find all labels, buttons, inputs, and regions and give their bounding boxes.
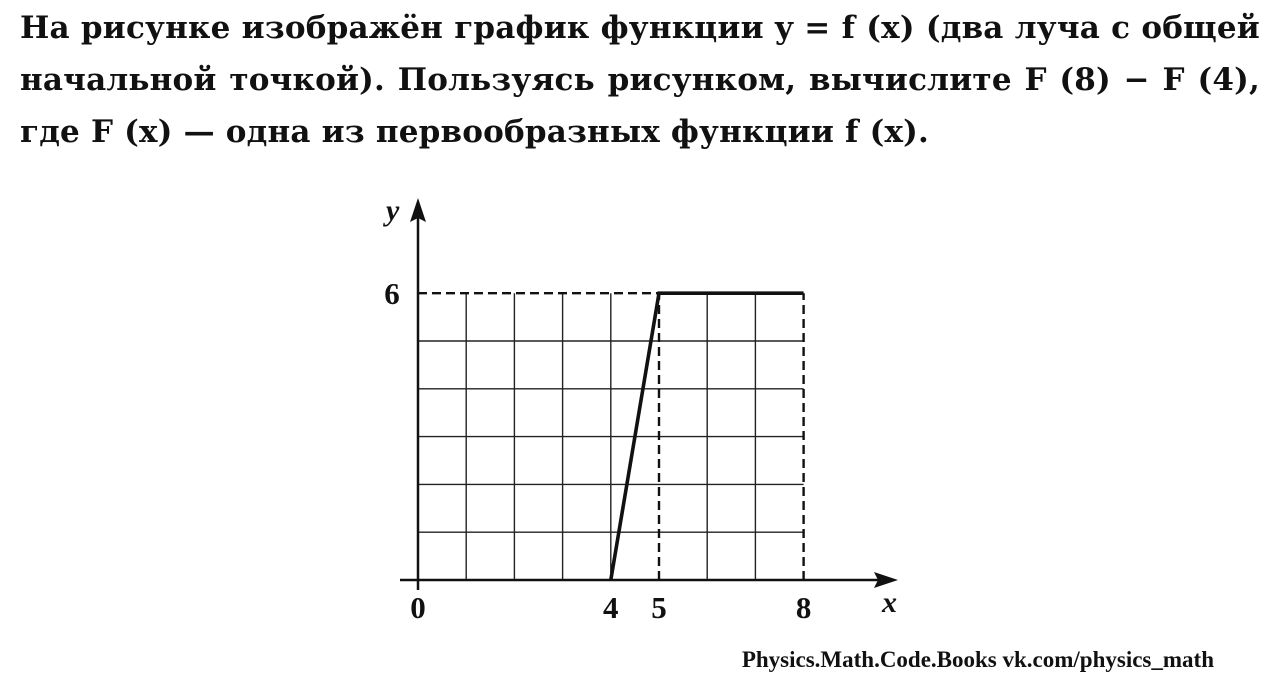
problem-line-1: На рисунке изображён график функции y = f (x) (два луча с общей	[20, 10, 1260, 46]
x-tick-label: 4	[603, 590, 619, 625]
y-tick-label: 6	[384, 276, 400, 312]
y-axis-label: y	[386, 194, 400, 227]
x-axis-label: x	[882, 586, 897, 619]
x-tick-label: 5	[651, 590, 667, 625]
tick-labels	[384, 276, 811, 625]
watermark: Physics.Math.Code.Books vk.com/physics_math	[741, 647, 1214, 672]
problem-line-3: где F (x) — одна из первообразных функции f (x).	[20, 114, 929, 150]
x-tick-label: 0	[410, 590, 426, 625]
x-tick-label: 8	[795, 590, 812, 625]
axes	[400, 198, 898, 590]
problem-line-2: начальной точкой). Пользуясь рисунком, вычислите F (8) − F (4),	[20, 62, 1260, 98]
grid	[418, 293, 804, 580]
